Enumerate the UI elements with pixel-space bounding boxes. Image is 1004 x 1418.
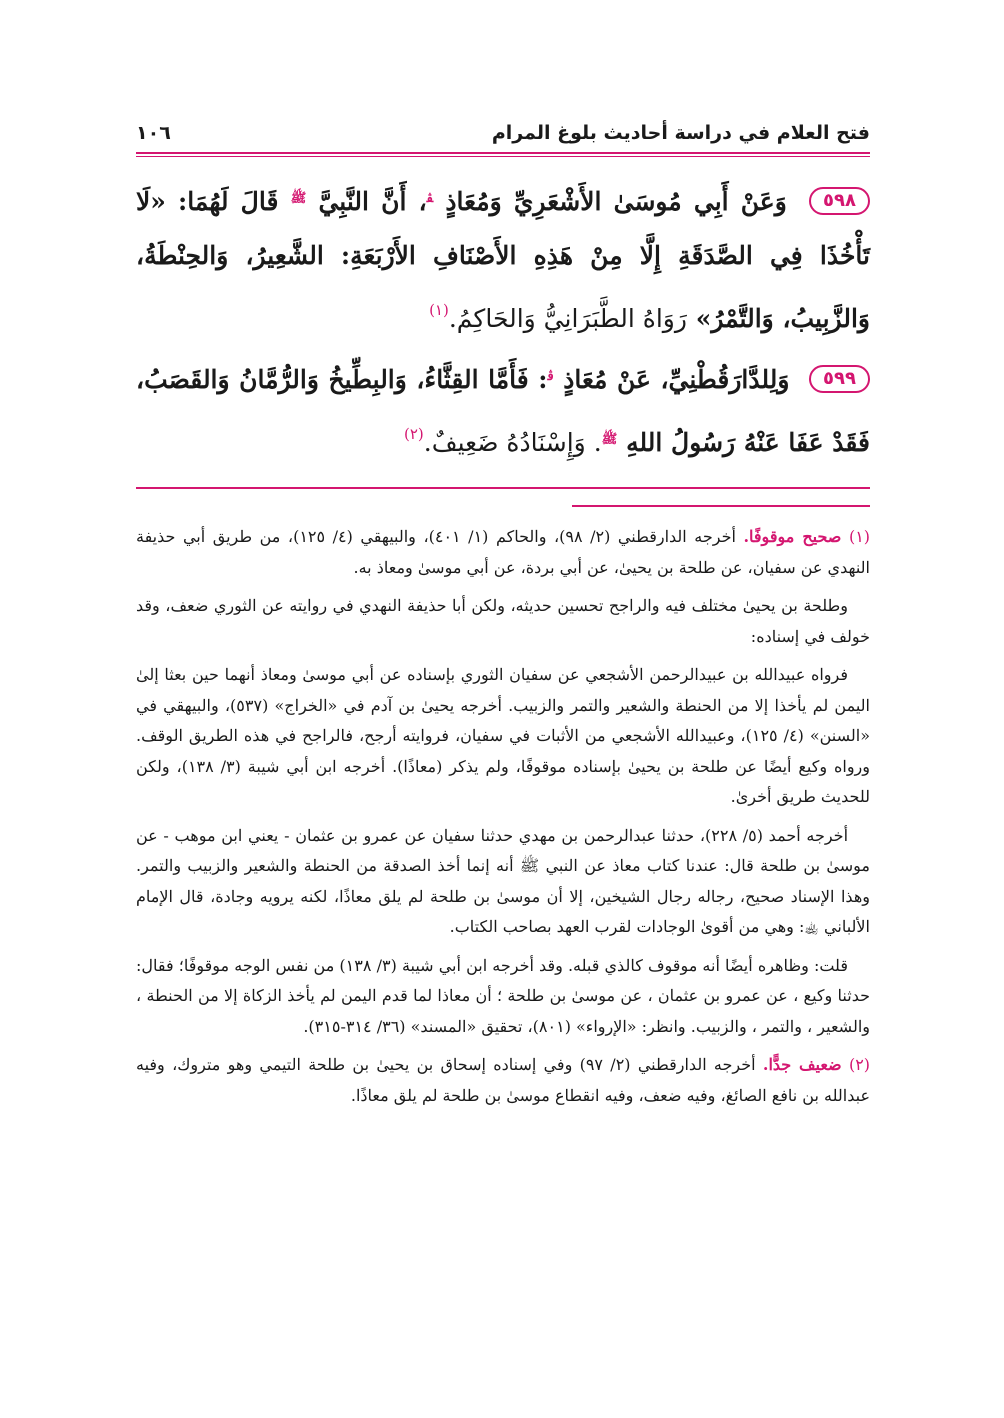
hadith-text: قَالَ لَهُمَا: «لَا تَأْخُذَا فِي الصَّدَقَةِ إِلَّا مِنْ هَذِهِ الأَصْنَافِ الأَرْبَعَةِ: الشَّعِيرُ، وَالحِنْطَةُ، وَالزَّبِيبُ، وَالتَّمْرُ» xyxy=(136,187,870,333)
footnote-2 xyxy=(136,1050,870,1111)
footnote-ref[interactable]: (١) xyxy=(429,301,449,319)
footnotes xyxy=(136,522,870,1119)
page-header xyxy=(136,116,870,150)
radiya-allahu-anhu-symbol: ﭬ xyxy=(547,369,554,384)
footnote-grading: صحيح موقوفًا. xyxy=(743,527,842,546)
book-title: فتح العلام في دراسة أحاديث بلوغ المرام xyxy=(491,122,870,144)
footnote-number: (١) xyxy=(848,527,871,546)
salla-allahu-symbol: ﷺ xyxy=(290,191,307,206)
hadith-grading: . وَإِسْنَادُهُ ضَعِيفٌ. xyxy=(423,428,602,457)
footnote-1 xyxy=(136,522,870,583)
footnote-text: أخرجه الدارقطني (٢/ ٩٨)، والحاكم (١/ ٤٠١)، والبيهقي (٤/ ١٢٥)، من طريق أبي حذيفة النهدي عن سفيان، عن طلحة بن يحيىٰ، عن أبي بردة، عن أبي موسىٰ ومعاذ به. xyxy=(136,527,870,577)
page xyxy=(136,0,870,1418)
footnote-paragraph: وطلحة بن يحيىٰ مختلف فيه والراجح تحسين حديثه، ولكن أبا حذيفة النهدي في روايته عن الثوري ضعف، وقد خولف في إسناده: xyxy=(136,596,870,646)
footnote-paragraph: أخرجه أحمد (٥/ ٢٢٨)، حدثنا عبدالرحمن بن مهدي حدثنا سفيان عن عمرو بن عثمان - يعني ابن موهب - عن موسىٰ بن طلحة قال: عندنا كتاب معاذ عن النبي ﷺ أنه إنما أخذ الصدقة من الحنطة والشعير والزبيب والتمر. وهذا الإسناد صحيح، رجاله رجال الشيخين، إلا أن موسىٰ بن طلحة لم يلق معاذًا، لكنه يرويه وجادة، قال الإمام الألباني ﵀: وهي من أقوىٰ الوجادات لقرب العهد بصاحب الكتاب. xyxy=(136,825,870,936)
hadith-text: وَعَنْ أَبِي مُوسَىٰ الأَشْعَرِيِّ وَمُعَاذٍ xyxy=(445,187,787,216)
page-number: ١٠٦ xyxy=(136,122,171,144)
footnote-divider xyxy=(572,505,870,507)
radiya-allahu-anhu-symbol: ﭭ xyxy=(426,191,434,206)
hadith-599 xyxy=(136,350,870,470)
footnote-number: (٢) xyxy=(848,1055,871,1074)
footnote-grading: ضعيف جدًّا. xyxy=(762,1055,842,1074)
hadith-source: رَوَاهُ الطَّبَرَانِيُّ وَالحَاكِمُ. xyxy=(448,304,687,333)
footnote-ref[interactable]: (٢) xyxy=(404,425,424,443)
hadith-598 xyxy=(136,172,870,346)
hadith-number: ٥٩٩ xyxy=(809,365,870,393)
hadith-text: : فَأَمَّا القِثَّاءُ، وَالبِطِّيخُ وَالرُّمَّانُ وَالقَصَبُ، فَقَدْ عَفَا عَنْهُ رَسُولُ اللهِ xyxy=(136,365,870,457)
header-divider xyxy=(136,152,870,157)
footnote-text: أخرجه الدارقطني (٢/ ٩٧) وفي إسناده إسحاق بن يحيىٰ بن طلحة التيمي وهو متروك، وفيه عبدالله بن نافع الصائغ، وفيه ضعف، وفيه انقطاع موسىٰ بن طلحة لم يلق معاذًا. xyxy=(136,1055,870,1105)
footnote-paragraph: فرواه عبيدالله بن عبيدالرحمن الأشجعي عن سفيان الثوري بإسناده عن أبي موسىٰ ومعاذ أنهما حين بعثا إلىٰ اليمن لم يأخذا إلا من الحنطة والشعير والتمر والزبيب. أخرجه يحيىٰ بن آدم في «الخراج» (٥٣٧)، والبيهقي في «السنن» (٤/ ١٢٥)، وعبيدالله الأشجعي من الأثبات في سفيان، فروايته أرجح، فالراجح في هذه الطريق الوقف. ورواه وكيع أيضًا عن طلحة بن يحيىٰ بإسناده موقوفًا، ولم يذكر (معاذًا). أخرجه ابن أبي شيبة (٣/ ١٣٨)، ولكن للحديث طريق أخرىٰ. xyxy=(136,665,871,806)
footnote-paragraph: قلت: وظاهره أيضًا أنه موقوف كالذي قبله. وقد أخرجه ابن أبي شيبة (٣/ ١٣٨) من نفس الوجه موقوفًا؛ فقال: حدثنا وكيع ، عن عمرو بن عثمان ، عن موسىٰ بن طلحة ؛ أن معاذا لما قدم اليمن لم يأخذ الزكاة إلا من الحنطة ، والشعير ، والتمر ، والزبيب. وانظر: «الإرواء» (٨٠١)، تحقيق «المسند» (٣٦/ ٣١٤-٣١٥). xyxy=(136,955,870,1036)
hadith-number: ٥٩٨ xyxy=(809,187,870,215)
hadith-text: ، أَنَّ النَّبِيَّ xyxy=(318,187,427,216)
salla-allahu-symbol: ﷺ xyxy=(601,432,618,447)
hadith-text: وَلِلدَّارَقُطْنِيِّ، عَنْ مُعَاذٍ xyxy=(563,365,790,394)
text-divider xyxy=(136,487,870,489)
